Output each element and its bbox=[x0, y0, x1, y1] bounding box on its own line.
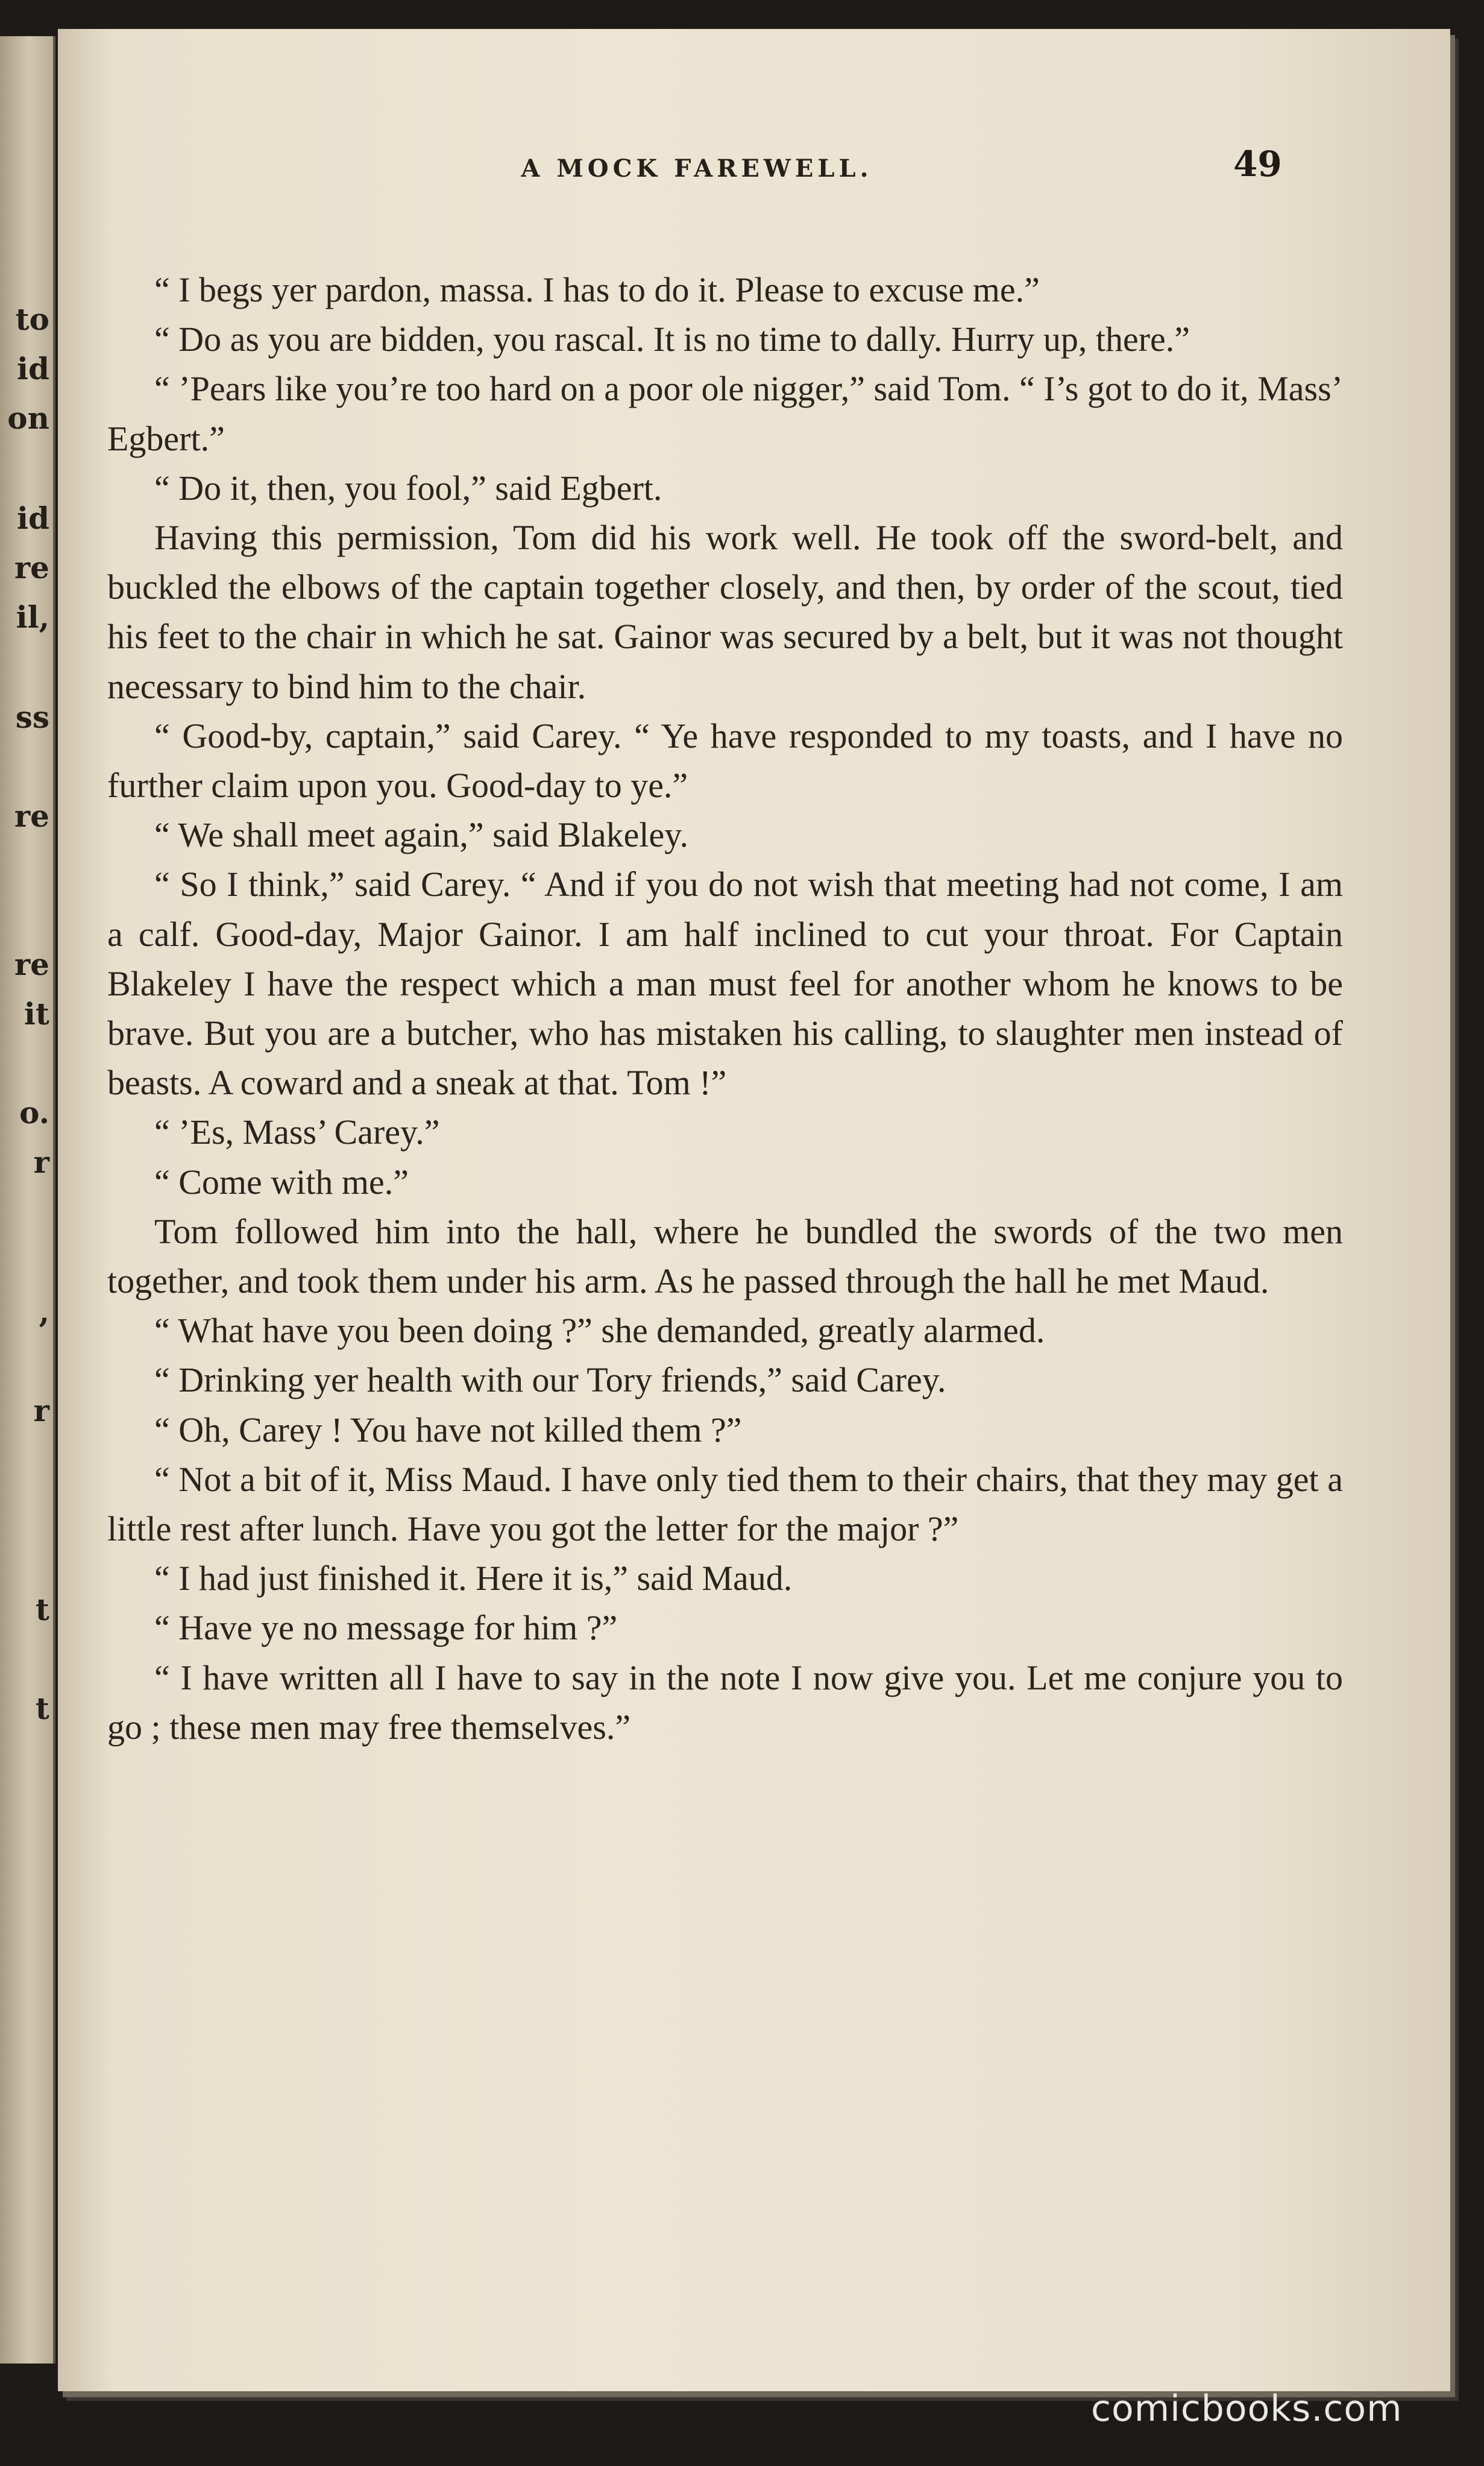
margin-fragment: il, bbox=[16, 599, 49, 635]
paragraph: “ Not a bit of it, Miss Maud. I have only tied them to their chairs, that they may get a little rest after lunch. Have you got the letter for the major ?” bbox=[107, 1459, 1343, 1549]
paragraph: “ What have you been doing ?” she demanded, greatly alarmed. bbox=[154, 1311, 1045, 1351]
margin-fragment: re bbox=[14, 550, 49, 585]
margin-fragment: re bbox=[14, 947, 49, 982]
site-watermark: comicbooks.com bbox=[1091, 2388, 1403, 2430]
margin-fragment: r bbox=[33, 1144, 49, 1180]
paragraph: “ ’Es, Mass’ Carey.” bbox=[154, 1112, 440, 1152]
paragraph: “ So I think,” said Carey. “ And if you do not wish that meeting had not come, I am a calf. Good-day, Major Gainor. I am half inclined to cut your throat. For Captain Blakeley I have the respect which a man must feel for another whom he knows to be brave. But you are a butcher, who has mistaken his calling, to slaughter men instead of beasts. A coward and a sneak at that. Tom !” bbox=[107, 865, 1343, 1103]
paragraph: Having this permission, Tom did his work well. He took off the sword-belt, and buckled the elbows of the captain together closely, and then, by order of the scout, tied his feet to the chair in which he sat. Gainor was secured by a belt, but it was not thought necessary to bind him to the chair. bbox=[107, 518, 1343, 706]
margin-fragment: r bbox=[33, 1393, 49, 1428]
paragraph: “ Do it, then, you fool,” said Egbert. bbox=[154, 468, 662, 508]
margin-fragment: on bbox=[7, 400, 49, 436]
paragraph: “ Come with me.” bbox=[154, 1162, 409, 1202]
paragraph: “ I had just finished it. Here it is,” said Maud. bbox=[154, 1559, 793, 1598]
paragraph: “ Good-by, captain,” said Carey. “ Ye have responded to my toasts, and I have no further claim upon you. Good-day to ye.” bbox=[107, 716, 1343, 806]
body-text bbox=[107, 265, 1343, 1752]
margin-fragment: t bbox=[35, 1592, 49, 1627]
margin-fragment: ss bbox=[15, 699, 49, 735]
margin-fragment: to bbox=[15, 301, 49, 337]
paragraph: “ We shall meet again,” said Blakeley. bbox=[154, 815, 688, 855]
page-number: 49 bbox=[1233, 143, 1282, 184]
page-header bbox=[58, 143, 1450, 192]
paragraph: “ ’Pears like you’re too hard on a poor ole nigger,” said Tom. “ I’s got to do it, Mass’ Egbert.” bbox=[107, 369, 1343, 458]
running-head: A MOCK FAREWELL. bbox=[521, 154, 873, 183]
paragraph: “ Oh, Carey ! You have not killed them ?” bbox=[154, 1410, 742, 1449]
previous-page-edge bbox=[0, 36, 55, 2364]
paragraph: “ I begs yer pardon, massa. I has to do it. Please to excuse me.” bbox=[154, 270, 1040, 309]
margin-fragment: re bbox=[14, 798, 49, 834]
margin-fragment: id bbox=[17, 500, 49, 536]
paragraph: Tom followed him into the hall, where he bundled the swords of the two men together, and took them under his arm. As he passed through the hall he met Maud. bbox=[107, 1211, 1343, 1301]
margin-fragment: it bbox=[24, 996, 49, 1032]
margin-fragment: id bbox=[17, 351, 49, 386]
book-page bbox=[58, 29, 1450, 2391]
paragraph: “ Drinking yer health with our Tory friends,” said Carey. bbox=[154, 1360, 946, 1400]
paragraph: “ I have written all I have to say in the note I now give you. Let me conjure you to go ; these men may free themselves.” bbox=[107, 1657, 1343, 1747]
margin-fragment: o. bbox=[19, 1095, 49, 1131]
paragraph: “ Have ye no message for him ?” bbox=[154, 1608, 618, 1648]
margin-fragment: t bbox=[35, 1691, 49, 1726]
margin-fragment: , bbox=[39, 1294, 49, 1329]
paragraph: “ Do as you are bidden, you rascal. It is no time to dally. Hurry up, there.” bbox=[154, 320, 1190, 359]
